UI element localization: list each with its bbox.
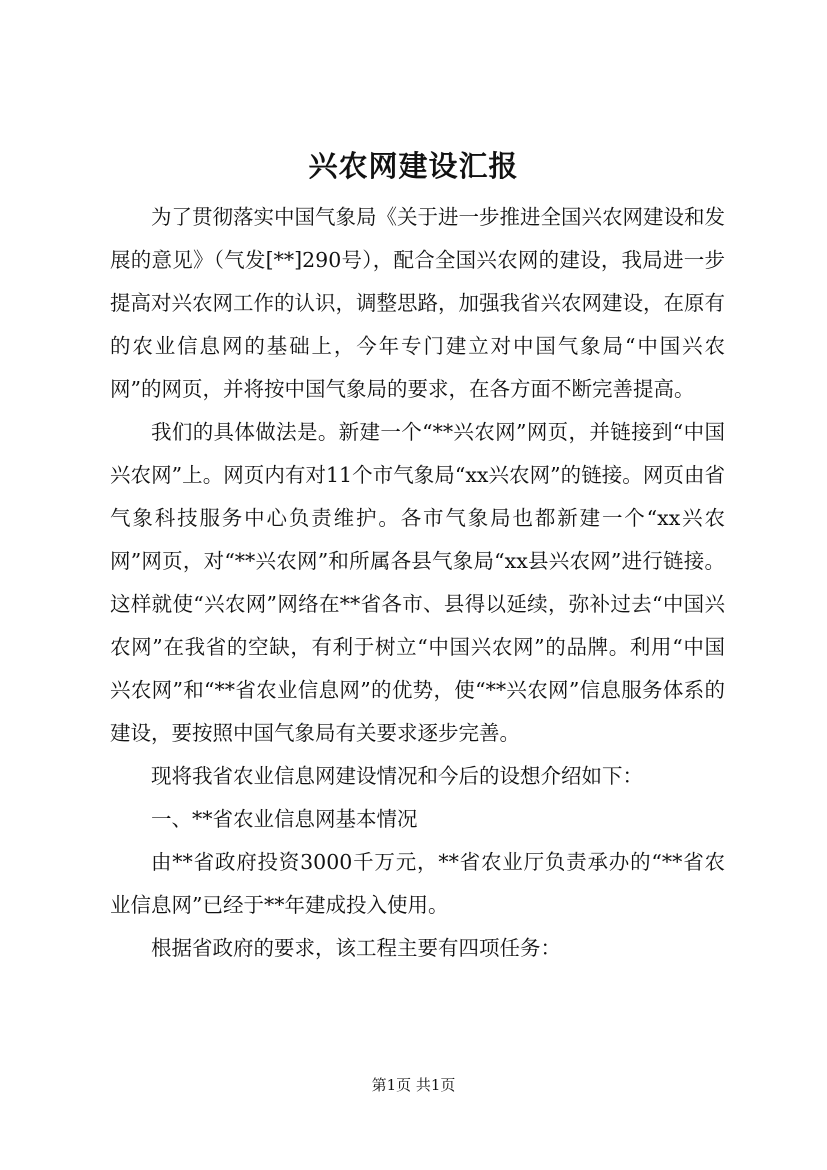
page-footer: 第1页 共1页 xyxy=(371,1076,456,1094)
document-body xyxy=(110,196,725,970)
document-title: 兴农网建设汇报 xyxy=(308,149,519,183)
paragraph-approach: 我们的具体做法是。新建一个“**兴农网”网页，并链接到“中国兴农网”上。网页内有对11个市气象局“xx兴农网”的链接。网页由省气象科技服务中心负责维护。各市气象局也都新建一个“xx兴农网”网页，对“**兴农网”和所属各县气象局“xx县兴农网”进行链接。这样就使“兴农网”网络在**省各市、县得以延续，弥补过去“中国兴农网”在我省的空缺，有利于树立“中国兴农网”的品牌。利用“中国兴农网”和“**省农业信息网”的优势，使“**兴农网”信息服务体系的建设，要按照中国气象局有关要求逐步完善。 xyxy=(110,420,725,745)
paragraph-overview: 现将我省农业信息网建设情况和今后的设想介绍如下： xyxy=(151,764,643,788)
paragraph-tasks: 根据省政府的要求，该工程主要有四项任务： xyxy=(151,936,561,960)
section-heading-1: 一、**省农业信息网基本情况 xyxy=(151,807,418,831)
paragraph-investment: 由**省政府投资3000千万元，**省农业厅负责承办的“**省农业信息网”已经于**年建成投入使用。 xyxy=(110,850,725,917)
paragraph-intro: 为了贯彻落实中国气象局《关于进一步推进全国兴农网建设和发展的意见》（气发[**]290号），配合全国兴农网的建设，我局进一步提高对兴农网工作的认识，调整思路，加强我省兴农网建设，在原有的农业信息网的基础上，今年专门建立对中国气象局“中国兴农网”的网页，并将按中国气象局的要求，在各方面不断完善提高。 xyxy=(110,205,725,401)
